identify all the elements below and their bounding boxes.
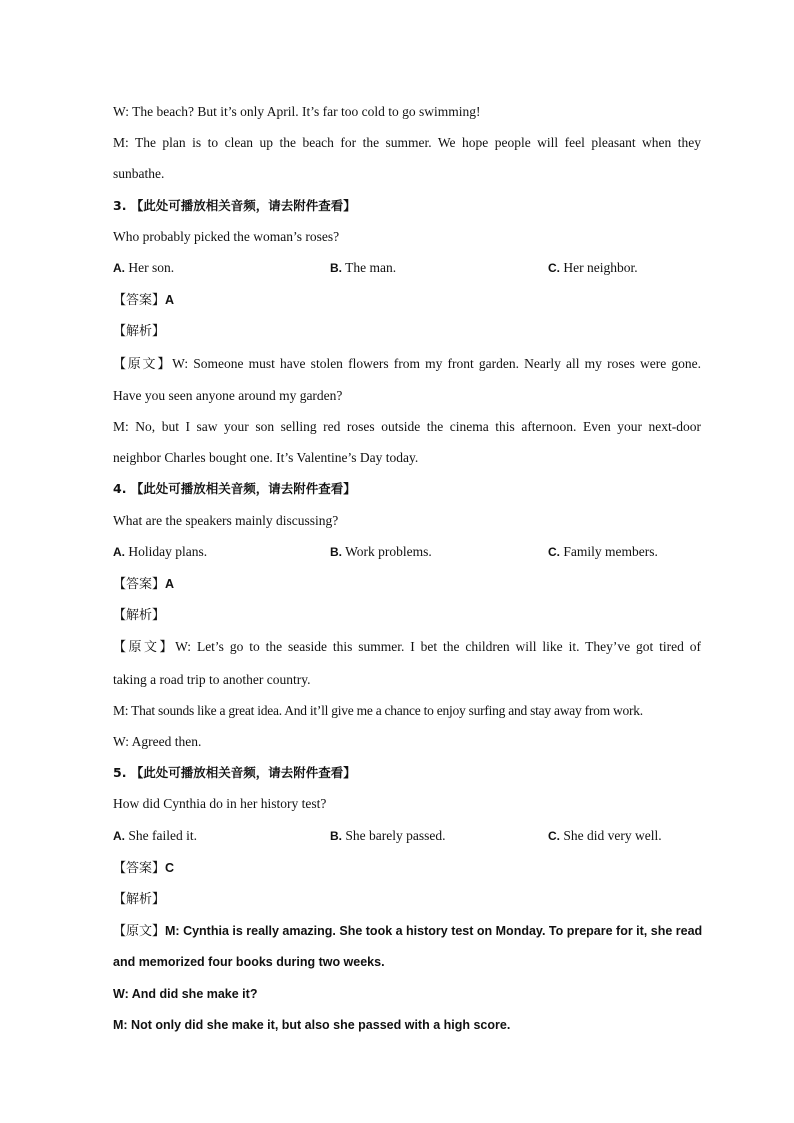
question-header: 4. 【此处可播放相关音频，请去附件查看】 bbox=[113, 481, 356, 497]
option-c: C. Family members. bbox=[548, 543, 658, 559]
option-a: A. She failed it. bbox=[113, 827, 197, 843]
answer-options bbox=[113, 820, 701, 852]
transcript-line: taking a road trip to another country. bbox=[113, 671, 311, 687]
transcript-line: Have you seen anyone around my garden? bbox=[113, 387, 343, 403]
dialogue-line: sunbathe. bbox=[113, 166, 165, 182]
answer-options bbox=[113, 252, 701, 284]
answer-line: 【答案】A bbox=[113, 293, 175, 309]
option-c: C. Her neighbor. bbox=[548, 260, 638, 276]
analysis-label: 【解析】 bbox=[113, 324, 166, 340]
option-b: B. Work problems. bbox=[330, 543, 432, 559]
question-prompt: How did Cynthia do in her history test? bbox=[113, 796, 327, 812]
question-header: 5. 【此处可播放相关音频，请去附件查看】 bbox=[113, 765, 356, 781]
option-c: C. She did very well. bbox=[548, 827, 662, 843]
transcript-line: and memorized four books during two weeks. bbox=[113, 955, 385, 970]
transcript-line: 【原文】M: Cynthia is really amazing. She took a history test on Monday. To prepare for it, she read bbox=[113, 924, 703, 940]
dialogue-line: W: The beach? But it’s only April. It’s far too cold to go swimming! bbox=[113, 104, 481, 119]
option-b: B. The man. bbox=[330, 260, 397, 276]
transcript-line: W: And did she make it? bbox=[113, 986, 258, 1001]
transcript-line: W: Agreed then. bbox=[113, 734, 202, 750]
transcript-line: 【原文】W: Let’s go to the seaside this summer. I bet the children will like it. They’ve got tired of bbox=[113, 639, 701, 656]
transcript-line: M: Not only did she make it, but also she passed with a high score. bbox=[113, 1017, 511, 1032]
document-page bbox=[113, 96, 701, 1041]
option-a: A. Her son. bbox=[113, 260, 175, 276]
answer-line: 【答案】A bbox=[113, 577, 175, 593]
transcript-line: neighbor Charles bought one. It’s Valentine’s Day today. bbox=[113, 450, 419, 466]
question-prompt: What are the speakers mainly discussing? bbox=[113, 512, 339, 528]
question-header: 3. 【此处可播放相关音频，请去附件查看】 bbox=[113, 197, 356, 213]
transcript-line: M: That sounds like a great idea. And it’ll give me a chance to enjoy surfing and stay away from work. bbox=[113, 702, 643, 718]
option-b: B. She barely passed. bbox=[330, 827, 446, 843]
option-a: A. Holiday plans. bbox=[113, 543, 208, 559]
dialogue-line: M: The plan is to clean up the beach for the summer. We hope people will feel pleasant when they bbox=[113, 135, 701, 151]
answer-options bbox=[113, 536, 701, 568]
question-prompt: Who probably picked the woman’s roses? bbox=[113, 228, 340, 244]
analysis-label: 【解析】 bbox=[113, 608, 166, 624]
transcript-line: 【原文】W: Someone must have stolen flowers from my front garden. Nearly all my roses were gone. bbox=[113, 355, 701, 372]
transcript-line: M: No, but I saw your son selling red roses outside the cinema this afternoon. Even your next-door bbox=[113, 419, 701, 435]
answer-line: 【答案】C bbox=[113, 860, 175, 876]
analysis-label: 【解析】 bbox=[113, 892, 166, 908]
